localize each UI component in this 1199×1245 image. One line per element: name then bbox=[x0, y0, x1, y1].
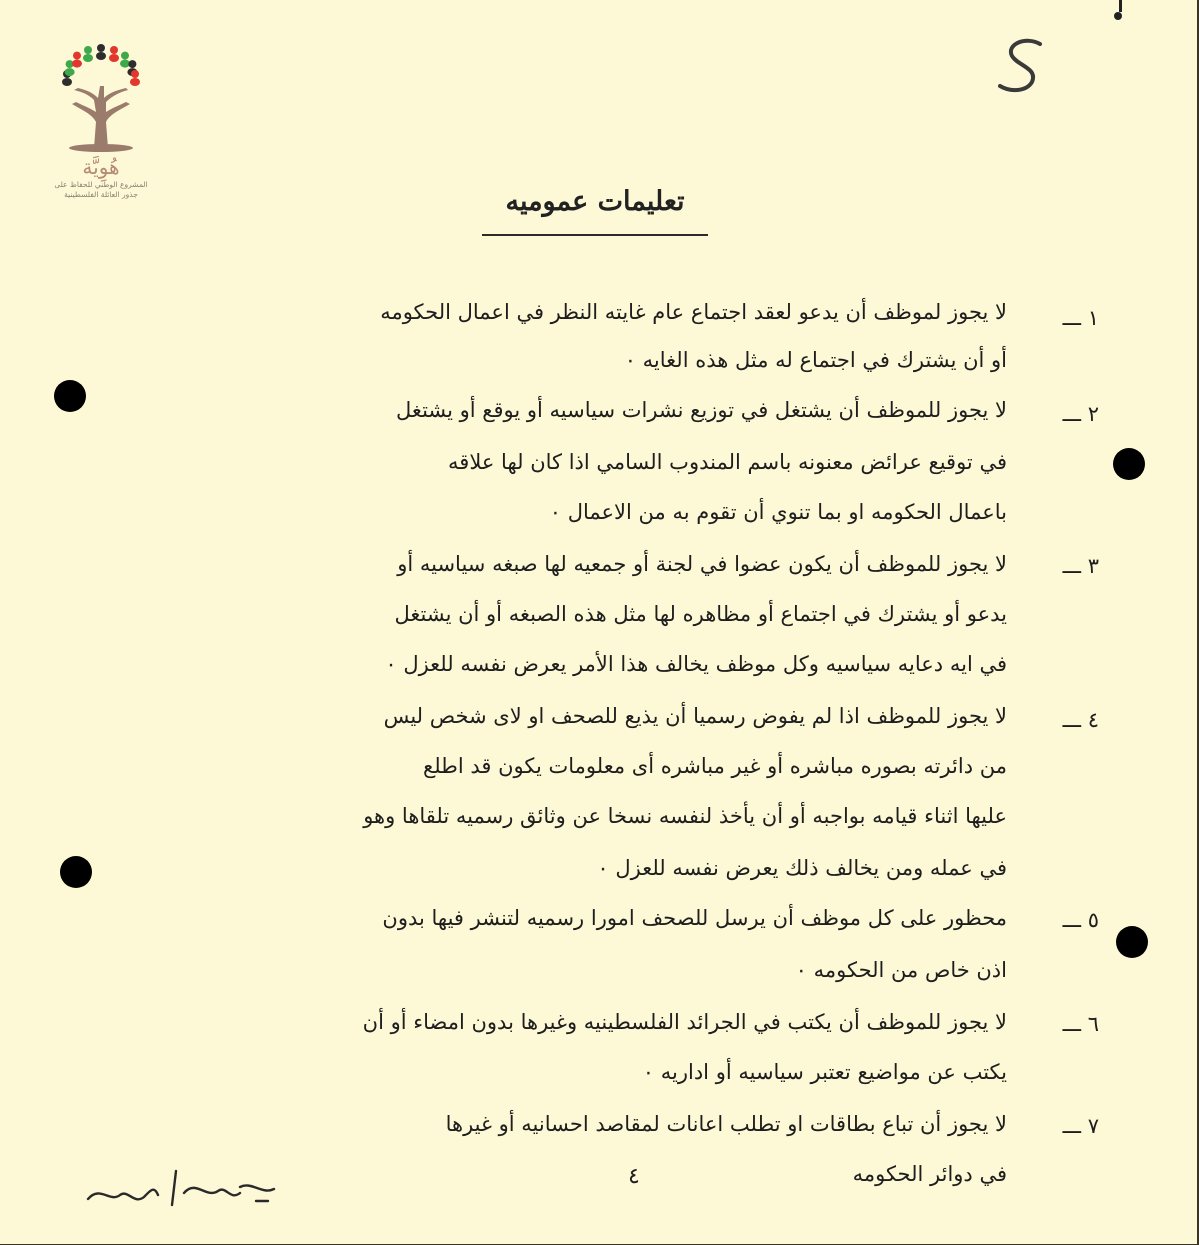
logo-person-head bbox=[128, 60, 136, 68]
item-6-line-2: يكتب عن مواضيع تعتبر سياسيه أو اداريه ٠ bbox=[642, 1060, 1007, 1084]
page-number: ٤ bbox=[628, 1164, 640, 1189]
hawiya-logo bbox=[48, 40, 154, 216]
item-number: ٧ ـــ bbox=[1062, 1114, 1099, 1138]
logo-person-body bbox=[109, 54, 119, 62]
item-number: ٣ ـــ bbox=[1062, 554, 1099, 578]
logo-person-head bbox=[97, 44, 105, 52]
document-title: تعليمات عموميه bbox=[505, 186, 685, 217]
item-number: ٤ ـــ bbox=[1062, 708, 1099, 732]
item-5-line-1: محظور على كل موظف أن يرسل للصحف امورا رسميه لتنشر فيها بدون bbox=[382, 906, 1007, 930]
item-number: ١ ـــ bbox=[1062, 306, 1099, 330]
logo-person-head bbox=[84, 46, 92, 54]
punch-hole bbox=[1113, 448, 1145, 480]
top-edge-mark bbox=[1119, 0, 1122, 12]
logo-person-head bbox=[121, 52, 129, 60]
handwritten-page-mark bbox=[992, 30, 1052, 100]
item-3-line-2: يدعو أو يشترك في اجتماع أو مظاهره لها مثل هذه الصبغه أو أن يشتغل bbox=[394, 602, 1007, 626]
logo-tagline-1: المشروع الوطني للحفاظ على bbox=[54, 180, 148, 189]
item-1-line-1: لا يجوز لموظف أن يدعو لعقد اجتماع عام غايته النظر في اعمال الحكومه bbox=[380, 300, 1007, 324]
logo-tagline-2: جذور العائلة الفلسطينية bbox=[64, 190, 138, 199]
item-7-line-1: لا يجوز أن تباع بطاقات او تطلب اعانات لمقاصد احسانيه أو غيرها bbox=[445, 1112, 1007, 1136]
item-3-line-1: لا يجوز للموظف أن يكون عضوا في لجنة أو جمعيه لها صبغه سياسيه أو bbox=[397, 552, 1007, 576]
logo-person-body bbox=[65, 68, 75, 76]
item-4-line-4: في عمله ومن يخالف ذلك يعرض نفسه للعزل ٠ bbox=[597, 856, 1007, 880]
item-2-line-3: باعمال الحكومه او بما تنوي أن تقوم به من الاعمال ٠ bbox=[549, 500, 1007, 524]
item-4-line-1: لا يجوز للموظف اذا لم يفوض رسميا أن يذيع للصحف او لاى شخص ليس bbox=[383, 704, 1007, 728]
item-number: ٢ ـــ bbox=[1062, 402, 1099, 426]
logo-person-head bbox=[131, 70, 139, 78]
item-4-line-2: من دائرته بصوره مباشره أو غير مباشره أى معلومات يكون قد اطلع bbox=[423, 754, 1007, 778]
logo-person-body bbox=[96, 52, 106, 60]
logo-person-head bbox=[110, 46, 118, 54]
page-mark-text: S bbox=[992, 30, 993, 31]
item-5-line-2: اذن خاص من الحكومه ٠ bbox=[795, 958, 1007, 982]
top-edge-dot bbox=[1114, 12, 1122, 20]
item-1-line-2: أو أن يشترك في اجتماع له مثل هذه الغايه ٠ bbox=[624, 348, 1007, 372]
handwritten-signature bbox=[80, 1165, 280, 1210]
logo-person-body bbox=[130, 78, 140, 86]
item-3-line-3: في ايه دعايه سياسيه وكل موظف يخالف هذا الأمر يعرض نفسه للعزل ٠ bbox=[385, 652, 1007, 676]
family-tree-icon bbox=[56, 40, 146, 152]
punch-hole bbox=[1116, 926, 1148, 958]
logo-person-body bbox=[83, 54, 93, 62]
item-7-line-2: في دوائر الحكومه bbox=[852, 1162, 1007, 1186]
logo-person-body bbox=[62, 78, 72, 86]
item-4-line-3: عليها اثناء قيامه بواجبه أو أن يأخذ لنفسه نسخا عن وثائق رسميه تلقاها وهو bbox=[363, 804, 1007, 828]
punch-hole bbox=[60, 856, 92, 888]
punch-hole bbox=[54, 380, 86, 412]
item-2-line-2: في توقيع عرائض معنونه باسم المندوب السامي اذا كان لها علاقه bbox=[448, 450, 1007, 474]
logo-person-body bbox=[72, 60, 82, 68]
item-number: ٦ ـــ bbox=[1062, 1012, 1099, 1036]
logo-name: هُوِيَّة bbox=[82, 155, 120, 179]
item-number: ٥ ـــ bbox=[1062, 908, 1099, 932]
item-2-line-1: لا يجوز للموظف أن يشتغل في توزيع نشرات سياسيه أو يوقع أو يشتغل bbox=[396, 398, 1007, 422]
logo-person-head bbox=[73, 52, 81, 60]
title-underline bbox=[482, 234, 708, 236]
item-6-line-1: لا يجوز للموظف أن يكتب في الجرائد الفلسطينيه وغيرها بدون امضاء أو أن bbox=[362, 1010, 1007, 1034]
